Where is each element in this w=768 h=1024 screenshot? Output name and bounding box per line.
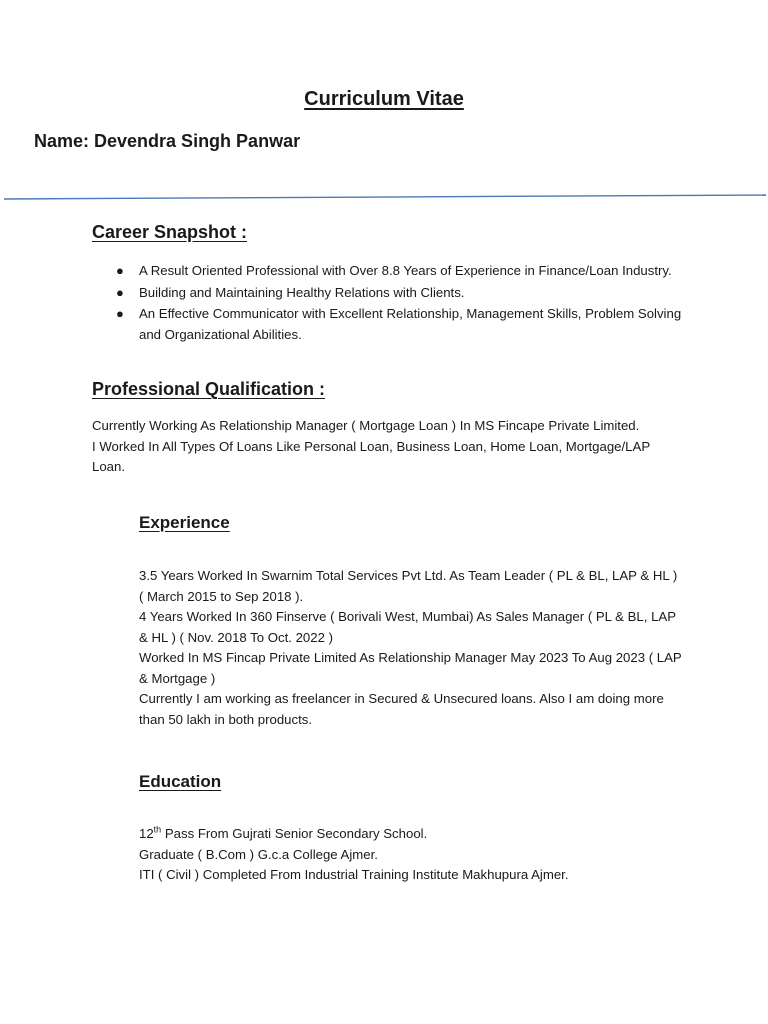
education-text xyxy=(139,824,699,886)
bullet-icon: ● xyxy=(116,263,124,278)
education-line xyxy=(139,824,699,845)
experience-line: Worked In MS Fincap Private Limited As Relationship Manager May 2023 To Aug 2023 ( LAP & Mortgage ) xyxy=(139,650,682,686)
professional-qualification-text xyxy=(92,416,652,478)
education-heading: Education xyxy=(139,772,222,791)
experience-heading: Experience xyxy=(139,513,230,532)
professional-qualification-heading: Professional Qualification : xyxy=(92,379,326,399)
list-item xyxy=(92,304,692,345)
education-grade: 12 xyxy=(139,826,154,841)
career-snapshot-list xyxy=(92,261,692,346)
education-grade-suffix: th xyxy=(153,824,162,835)
list-item xyxy=(92,283,692,304)
career-snapshot-heading: Career Snapshot : xyxy=(92,222,248,242)
experience-line: 3.5 Years Worked In Swarnim Total Services Pvt Ltd. As Team Leader ( PL & BL, LAP & HL ) ( March 2015 to Sep 2018 ). xyxy=(139,568,678,604)
list-item xyxy=(92,261,692,282)
list-item-text: A Result Oriented Professional with Over 8.8 Years of Experience in Finance/Loan Industry. xyxy=(139,263,672,278)
list-item-text: An Effective Communicator with Excellent Relationship, Management Skills, Problem Solving and Organizational Abilities. xyxy=(139,306,682,342)
qualification-line: I Worked In All Types Of Loans Like Personal Loan, Business Loan, Home Loan, Mortgage/LAP Loan. xyxy=(92,438,650,474)
bullet-icon: ● xyxy=(116,306,124,321)
candidate-name: Name: Devendra Singh Panwar xyxy=(34,131,301,151)
qualification-line: Currently Working As Relationship Manager ( Mortgage Loan ) In MS Fincape Private Limited. xyxy=(92,418,640,433)
document-title: Curriculum Vitae xyxy=(304,88,464,110)
experience-line: 4 Years Worked In 360 Finserve ( Borivali West, Mumbai) As Sales Manager ( PL & BL, LAP & HL ) ( Nov. 2018 To Oct. 2022 ) xyxy=(139,609,676,645)
education-line: Graduate ( B.Com ) G.c.a College Ajmer. xyxy=(139,846,378,862)
list-item-text: Building and Maintaining Healthy Relations with Clients. xyxy=(139,284,465,300)
header-divider xyxy=(4,189,768,203)
bullet-icon: ● xyxy=(116,284,124,300)
education-line: ITI ( Civil ) Completed From Industrial Training Institute Makhupura Ajmer. xyxy=(139,867,569,882)
experience-line: Currently I am working as freelancer in Secured & Unsecured loans. Also I am doing more than 50 lakh in both products. xyxy=(139,691,664,727)
experience-text xyxy=(139,566,684,730)
education-line-text: Pass From Gujrati Senior Secondary School. xyxy=(161,826,428,841)
